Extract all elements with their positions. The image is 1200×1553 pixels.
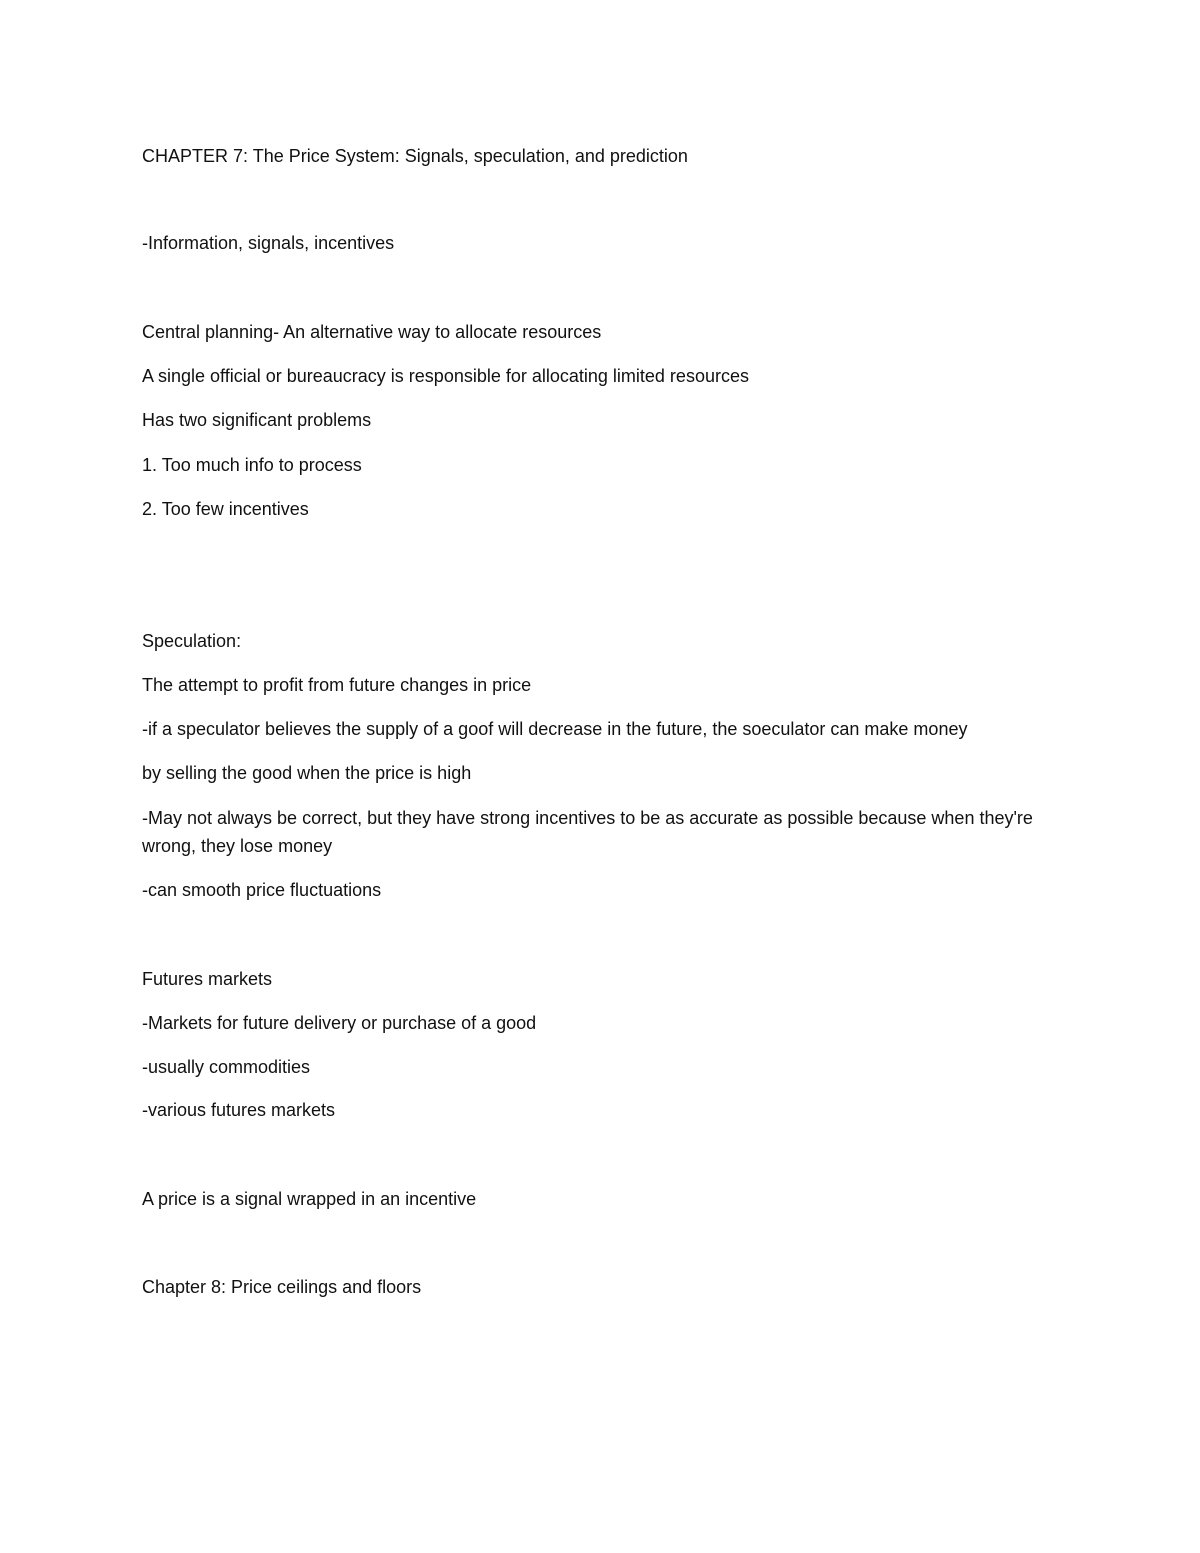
section-heading: Speculation: [142,631,242,651]
text-line: -if a speculator believes the supply of a goof will decrease in the future, the soeculator can make money [142,719,968,739]
text-line: -Markets for future delivery or purchase of a good [142,1013,537,1033]
text-line: The attempt to profit from future changes in price [142,675,532,695]
text-line: -can smooth price fluctuations [142,880,382,900]
text-line: -various futures markets [142,1100,336,1120]
chapter-8-heading: Chapter 8: Price ceilings and floors [142,1277,422,1297]
text-line: A single official or bureaucracy is responsible for allocating limited resources [142,366,749,386]
section-heading: Futures markets [142,969,273,989]
list-item: 1. Too much info to process [142,455,362,475]
text-line: -Information, signals, incentives [142,233,395,253]
list-item: 2. Too few incentives [142,499,309,519]
text-line: Has two significant problems [142,410,372,430]
text-line: -usually commodities [142,1057,311,1077]
text-paragraph: -May not always be correct, but they have strong incentives to be as accurate as possible because when they're wrong, they lose money [142,808,1033,856]
text-line: A price is a signal wrapped in an incentive [142,1189,477,1209]
text-line: by selling the good when the price is high [142,763,472,783]
text-line: Central planning- An alternative way to allocate resources [142,322,602,342]
chapter-7-heading: CHAPTER 7: The Price System: Signals, speculation, and prediction [142,146,688,166]
